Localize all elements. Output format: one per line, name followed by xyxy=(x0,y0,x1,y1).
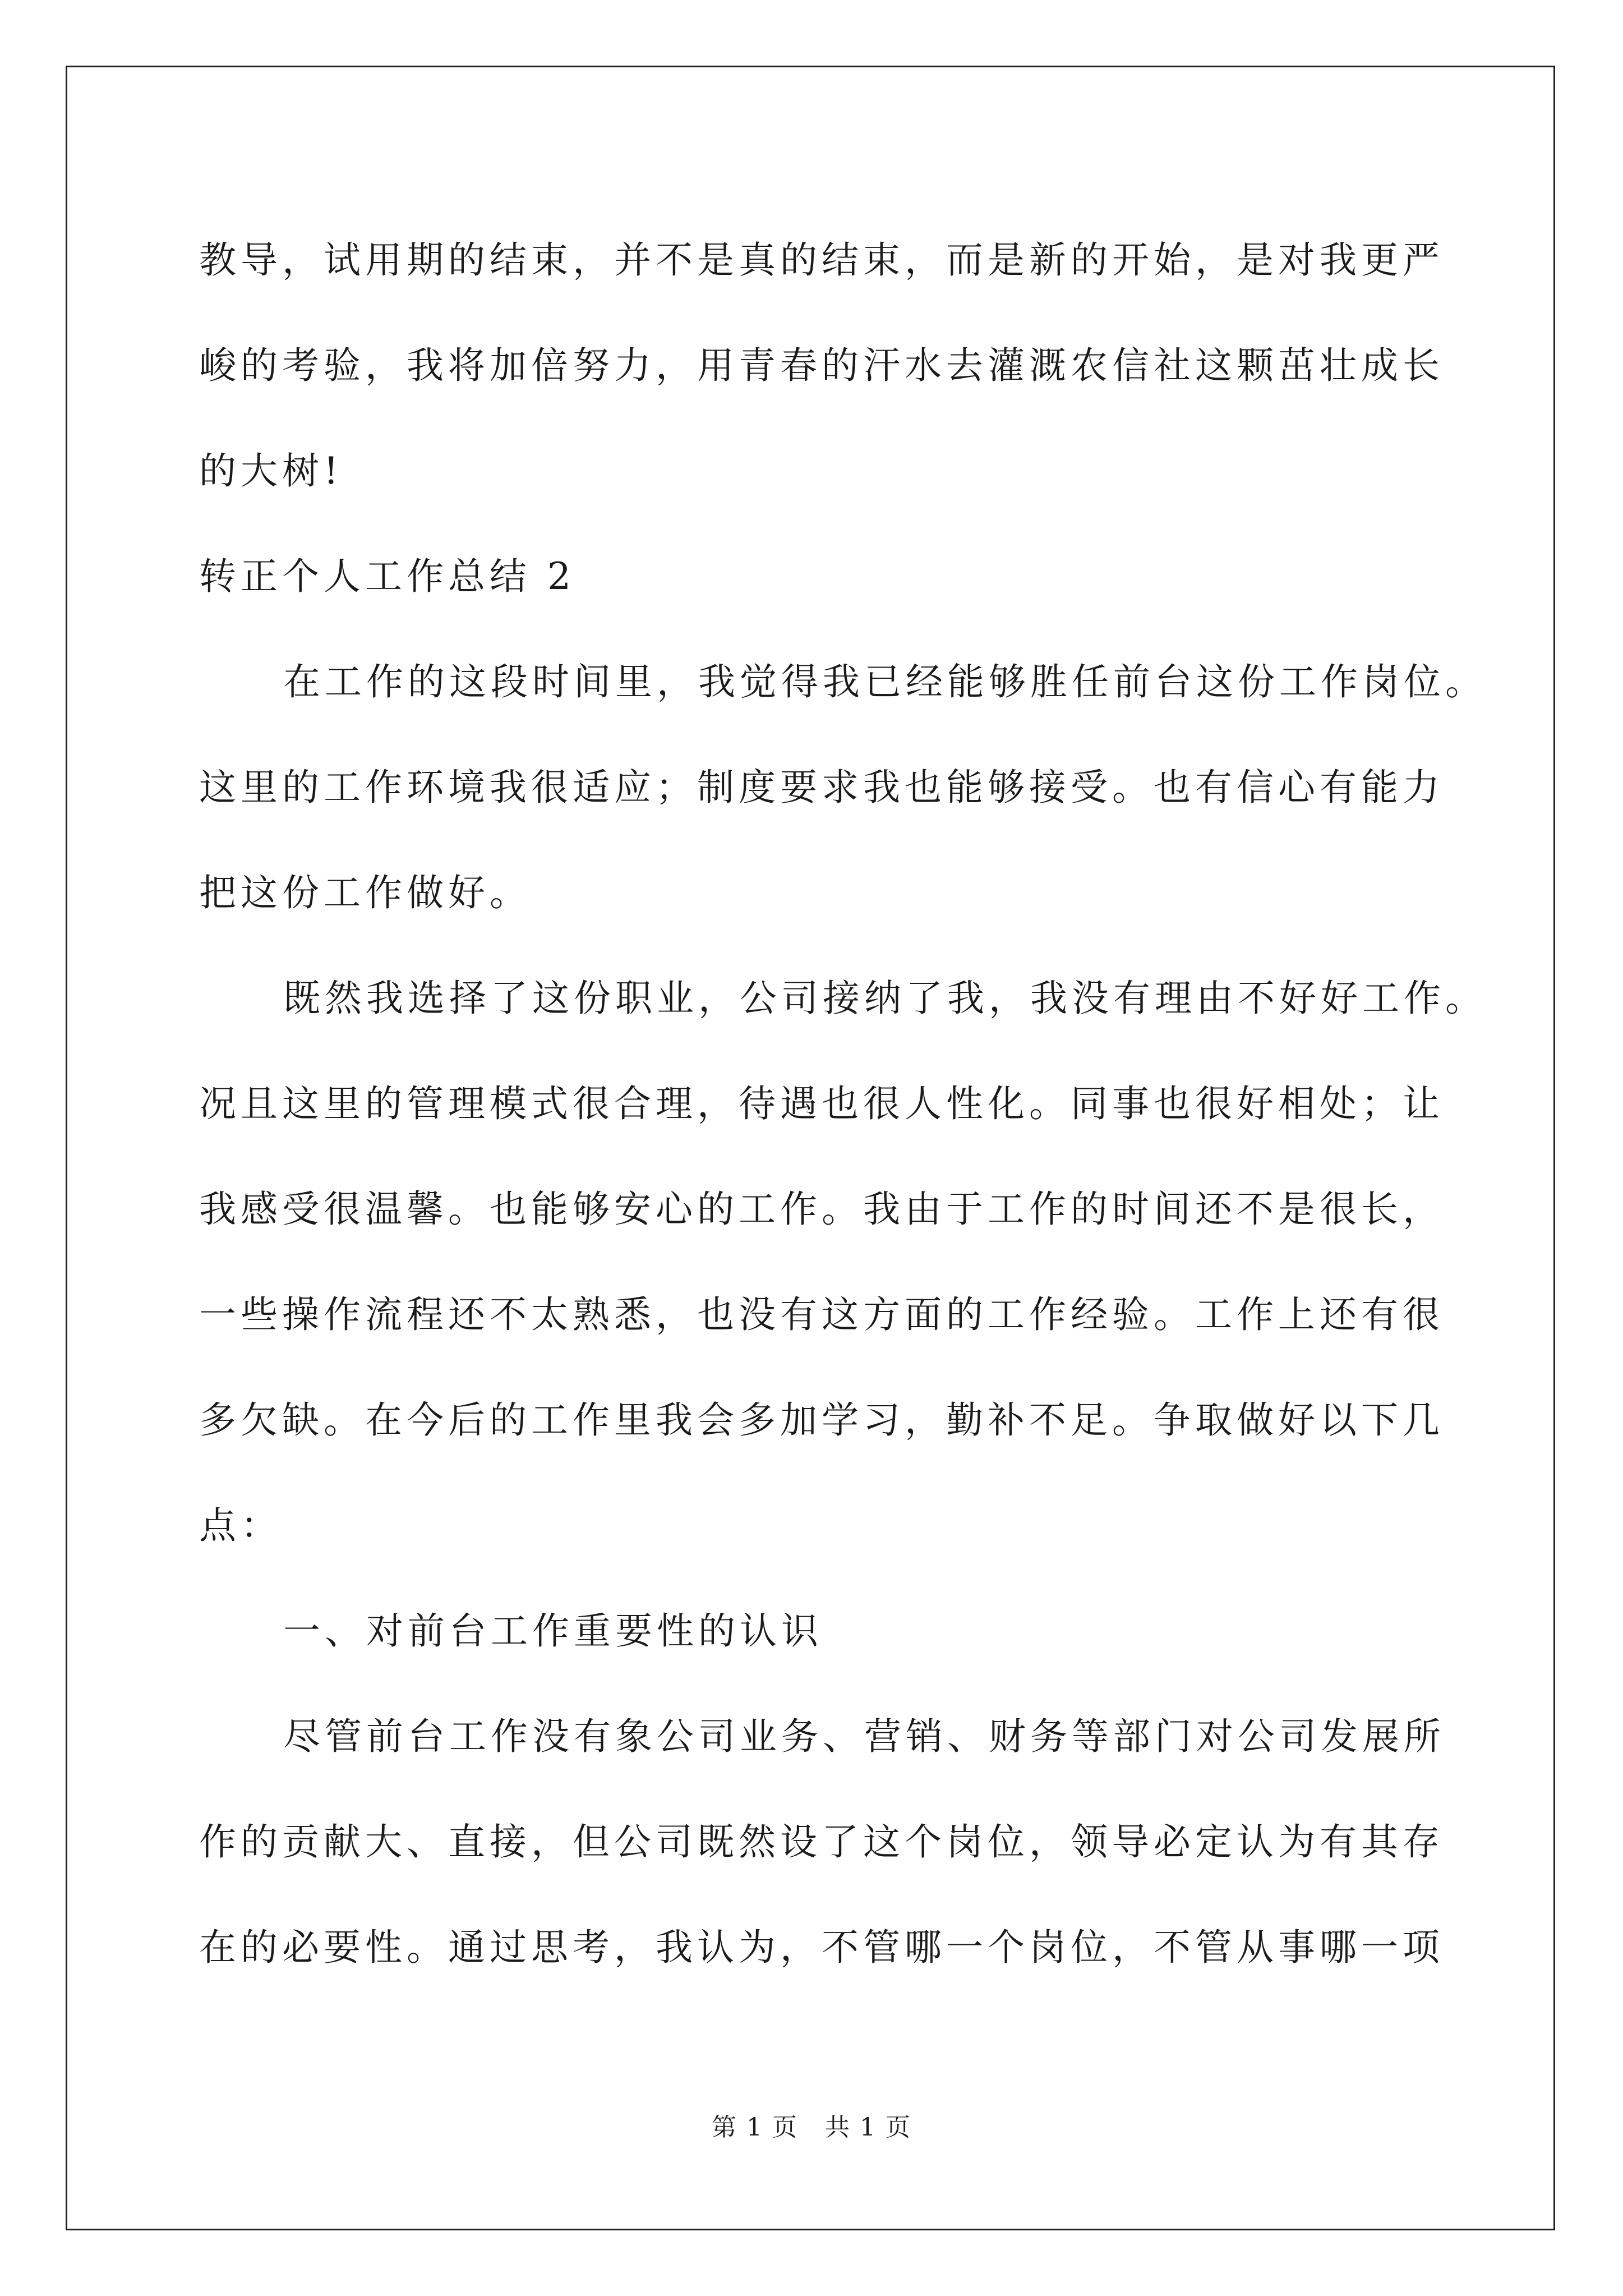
text-line-13: 点： xyxy=(199,1504,282,1547)
text-line-7: 把这份工作做好。 xyxy=(199,871,531,914)
text-line-5: 在工作的这段时间里，我觉得我已经能够胜任前台这份工作岗位。 xyxy=(283,660,1487,703)
page-number: 第 1 页 xyxy=(712,2113,798,2142)
text-line-8: 既然我选择了这份职业，公司接纳了我，我没有理由不好好工作。 xyxy=(283,977,1487,1020)
text-line-1: 教导，试用期的结束，并不是真的结束，而是新的开始，是对我更严 xyxy=(199,238,1444,282)
page-total: 共 1 页 xyxy=(825,2113,911,2142)
page-footer xyxy=(0,2107,1623,2143)
text-line-3: 的大树! xyxy=(199,449,343,493)
text-line-11: 一些操作流程还不太熟悉，也没有这方面的工作经验。工作上还有很 xyxy=(199,1293,1444,1336)
text-line-6: 这里的工作环境我很适应；制度要求我也能够接受。也有信心有能力 xyxy=(199,766,1444,809)
text-line-16: 作的贡献大、直接，但公司既然设了这个岗位，领导必定认为有其存 xyxy=(199,1820,1444,1864)
section-heading: 转正个人工作总结 2 xyxy=(199,555,575,598)
text-line-17: 在的必要性。通过思考，我认为，不管哪一个岗位，不管从事哪一项 xyxy=(199,1926,1444,1969)
text-line-10: 我感受很温馨。也能够安心的工作。我由于工作的时间还不是很长， xyxy=(199,1188,1444,1231)
subheading-line: 一、对前台工作重要性的认识 xyxy=(283,1609,823,1653)
text-line-9: 况且这里的管理模式很合理，待遇也很人性化。同事也很好相处；让 xyxy=(199,1082,1444,1125)
text-line-2: 峻的考验，我将加倍努力，用青春的汗水去灌溉农信社这颗茁壮成长 xyxy=(199,344,1444,387)
text-line-12: 多欠缺。在今后的工作里我会多加学习，勤补不足。争取做好以下几 xyxy=(199,1398,1444,1442)
document-body xyxy=(199,208,1487,2000)
text-line-15: 尽管前台工作没有象公司业务、营销、财务等部门对公司发展所 xyxy=(283,1715,1445,1758)
